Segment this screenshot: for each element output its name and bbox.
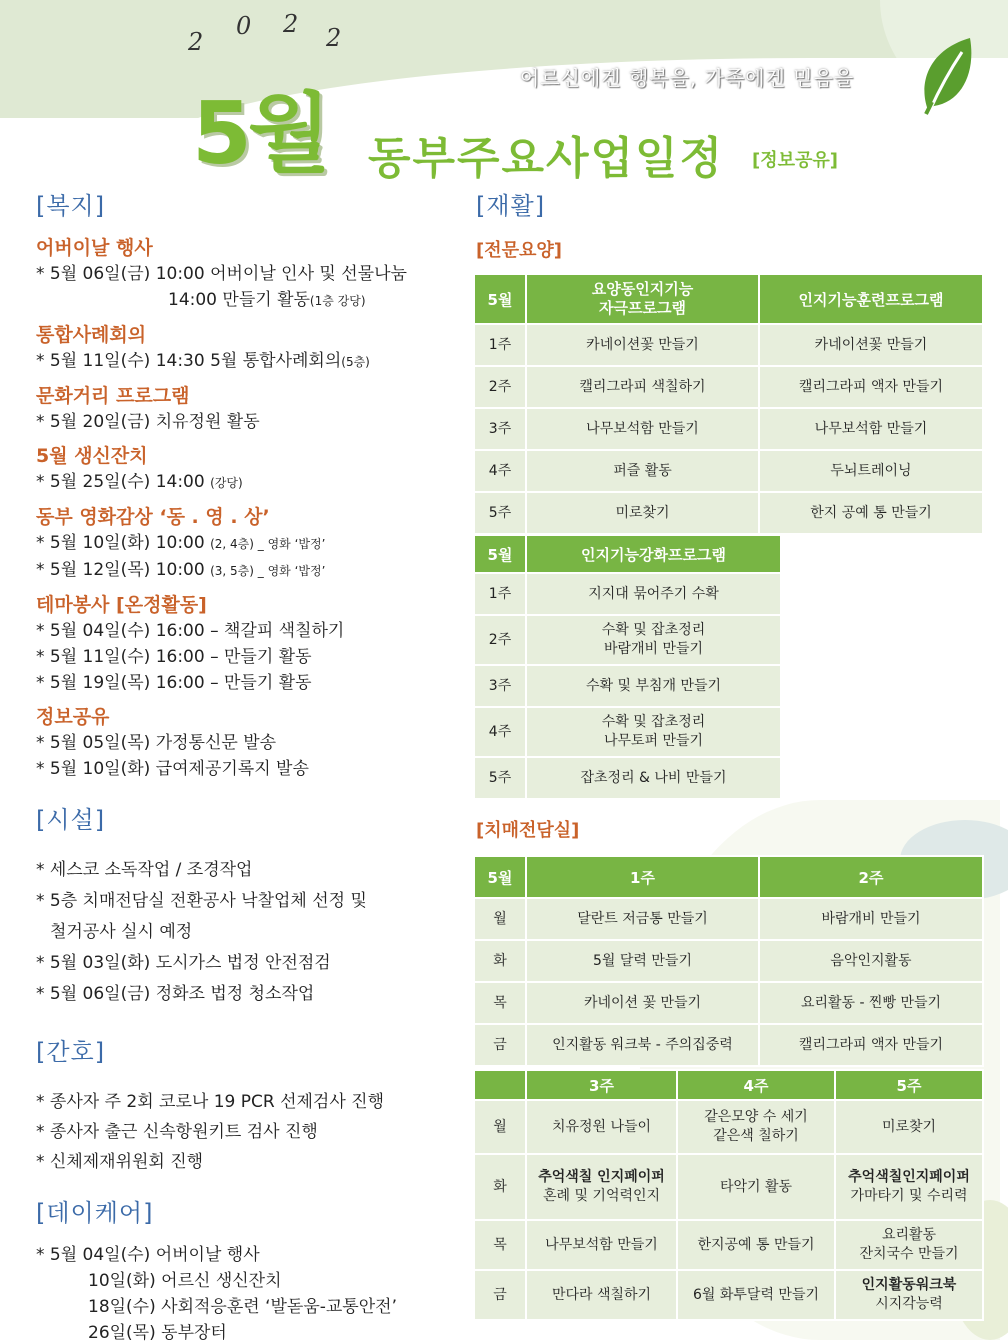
table-row (474, 366, 983, 408)
table-header-cell: 5주 (835, 1070, 983, 1100)
facility-line: * 세스코 소독작업 / 조경작업 (36, 860, 253, 880)
care-subheading: [전문요양] (476, 240, 563, 261)
month-label: 5월 (192, 84, 327, 184)
year-label (188, 10, 358, 56)
event-line: * 5월 06일(금) 10:00 어버이날 인사 및 선물나눔 (36, 264, 407, 284)
event-line: * 5월 10일(화) 급여제공기록지 발송 (36, 759, 309, 779)
cell-detail: 시지각능력 (875, 1296, 943, 1312)
nursing-line: * 신체제재위원회 진행 (36, 1152, 204, 1172)
table-header-cell: 5월 (474, 274, 526, 324)
cell-emphasis: 추억색칠인지페이퍼 (848, 1169, 970, 1185)
nursing-line: * 종사자 주 2회 코로나 19 PCR 선제검사 진행 (36, 1092, 385, 1112)
table-cell: 같은모양 수 세기 같은색 칠하기 (677, 1100, 835, 1154)
table-cell: 캘리그라피 액자 만들기 (759, 1024, 983, 1066)
left-column (36, 186, 456, 1344)
table-cell: 요리활동 잔치국수 만들기 (835, 1220, 983, 1270)
title-subtag: [정보공유] (752, 150, 839, 171)
cell-emphasis: 추억색칠 인지페이퍼 (538, 1169, 665, 1185)
table-cell: 요리활동 - 찐빵 만들기 (759, 982, 983, 1024)
nursing-line: * 종사자 출근 신속항원키트 검사 진행 (36, 1122, 318, 1142)
facility-line: * 5층 치매전담실 전환공사 낙찰업체 선정 및 (36, 891, 367, 911)
table-row-label: 2주 (474, 366, 526, 408)
table-header-cell (474, 1070, 526, 1100)
care-program-table (473, 273, 984, 535)
table-cell: 수확 및 잡초정리 바람개비 만들기 (526, 615, 781, 665)
table-header-cell: 인지기능강화프로그램 (526, 535, 781, 573)
cell-detail: 혼례 및 기억력인지 (542, 1188, 661, 1204)
table-row-label: 3주 (474, 408, 526, 450)
table-cell (526, 1154, 677, 1220)
table-cell: 미로찾기 (526, 492, 759, 534)
table-row (474, 665, 781, 707)
table-row-label: 금 (474, 1024, 526, 1066)
table-cell: 한지 공예 통 만들기 (759, 492, 983, 534)
table-cell (835, 1154, 983, 1220)
cell-detail: 가마타기 및 수리력 (850, 1188, 968, 1204)
table-header-cell: 3주 (526, 1070, 677, 1100)
table-cell: 음악인지활동 (759, 940, 983, 982)
rehab-heading: [재활] (476, 192, 546, 220)
table-row-label: 4주 (474, 707, 526, 757)
table-cell: 5월 달력 만들기 (526, 940, 759, 982)
event-line: * 5월 12일(목) 10:00 (3, 5층) _ 영화 ‘밥정’ (36, 560, 326, 580)
event-line: * 5월 10일(화) 10:00 (2, 4층) _ 영화 ‘밥정’ (36, 533, 326, 553)
table-cell (835, 1270, 983, 1320)
table-row-label: 5주 (474, 757, 526, 799)
table-cell: 캘리그라피 색칠하기 (526, 366, 759, 408)
table-cell: 카네이션꽃 만들기 (526, 324, 759, 366)
table-row-label: 5주 (474, 492, 526, 534)
table-cell: 캘리그라피 액자 만들기 (759, 366, 983, 408)
table-cell: 미로찾기 (835, 1100, 983, 1154)
table-row-label: 3주 (474, 665, 526, 707)
daycare-heading: [데이케어] (36, 1199, 154, 1227)
table-cell: 만다라 색칠하기 (526, 1270, 677, 1320)
table-row (474, 982, 983, 1024)
facility-heading: [시설] (36, 806, 106, 834)
event-line: * 5월 11일(수) 14:30 5월 통합사례회의(5층) (36, 351, 370, 371)
table-cell: 치유정원 나들이 (526, 1100, 677, 1154)
table-row (474, 492, 983, 534)
event-line: * 5월 20일(금) 치유정원 활동 (36, 412, 260, 432)
leaf-icon (918, 36, 974, 116)
table-row (474, 1154, 983, 1220)
event-title: 동부 영화감상 ‘동 . 영 . 상’ (36, 506, 270, 528)
table-cell: 지지대 묶어주기 수확 (526, 573, 781, 615)
table-row-label: 목 (474, 982, 526, 1024)
cell-emphasis: 인지활동워크북 (861, 1277, 957, 1293)
table-row-label: 화 (474, 940, 526, 982)
event-line: * 5월 05일(목) 가정통신문 발송 (36, 733, 277, 753)
year-digit: 2 (283, 10, 299, 38)
tagline: 어르신에겐 행복을, 가족에겐 믿음을 (520, 66, 855, 90)
event-title: 5월 생신잔치 (36, 445, 148, 467)
table-cell: 바람개비 만들기 (759, 898, 983, 940)
table-row-label: 화 (474, 1154, 526, 1220)
daycare-line: 10일(화) 어르신 생신잔치 (88, 1271, 282, 1291)
table-header-cell: 2주 (759, 856, 983, 898)
daycare-line: 26일(목) 동부장터 (88, 1323, 227, 1343)
table-cell: 수확 및 잡초정리 나무토퍼 만들기 (526, 707, 781, 757)
event-title: 문화거리 프로그램 (36, 385, 190, 407)
table-row-label: 금 (474, 1270, 526, 1320)
event-title: 테마봉사 [온정활동] (36, 594, 207, 616)
dementia-week12-table (473, 855, 984, 1067)
table-header-cell: 1주 (526, 856, 759, 898)
event-line: 14:00 만들기 활동(1층 강당) (168, 290, 366, 310)
table-row (474, 615, 781, 665)
daycare-line: * 5월 04일(수) 어버이날 행사 (36, 1245, 260, 1265)
year-digit: 2 (326, 24, 342, 52)
event-title: 어버이날 행사 (36, 237, 153, 259)
table-cell: 잡초정리 & 나비 만들기 (526, 757, 781, 799)
table-row (474, 1024, 983, 1066)
daycare-line: 18일(수) 사회적응훈련 ‘발돋움-교통안전’ (88, 1297, 397, 1317)
table-row-label: 월 (474, 898, 526, 940)
table-row-label: 1주 (474, 573, 526, 615)
table-row (474, 898, 983, 940)
table-row (474, 757, 781, 799)
year-digit: 0 (236, 12, 252, 40)
table-row (474, 1220, 983, 1270)
table-row (474, 707, 781, 757)
table-row (474, 573, 781, 615)
table-row-label: 1주 (474, 324, 526, 366)
event-title: 정보공유 (36, 706, 110, 728)
table-row-label: 4주 (474, 450, 526, 492)
dementia-subheading: [치매전담실] (476, 820, 580, 841)
table-header-cell: 5월 (474, 535, 526, 573)
table-header-cell: 요양동인지기능 자극프로그램 (526, 274, 759, 324)
table-row (474, 1100, 983, 1154)
table-cell: 나무보석함 만들기 (526, 1220, 677, 1270)
table-row-label: 월 (474, 1100, 526, 1154)
event-line: * 5월 04일(수) 16:00 – 책갈피 색칠하기 (36, 621, 345, 641)
table-row-label: 2주 (474, 615, 526, 665)
table-header-cell: 5월 (474, 856, 526, 898)
event-line: * 5월 25일(수) 14:00 (강당) (36, 472, 243, 492)
table-row (474, 450, 983, 492)
table-cell: 두뇌트레이닝 (759, 450, 983, 492)
facility-line: 철거공사 실시 예정 (50, 922, 193, 942)
table-cell: 나무보석함 만들기 (759, 408, 983, 450)
event-line: * 5월 11일(수) 16:00 – 만들기 활동 (36, 647, 312, 667)
facility-line: * 5월 06일(금) 정화조 법정 청소작업 (36, 984, 315, 1004)
table-row-label: 목 (474, 1220, 526, 1270)
welfare-heading: [복지] (36, 192, 106, 220)
table-cell: 한지공예 통 만들기 (677, 1220, 835, 1270)
event-line: * 5월 19일(목) 16:00 – 만들기 활동 (36, 673, 312, 693)
event-title: 통합사례회의 (36, 324, 147, 346)
cognition-program-table (473, 534, 782, 800)
table-cell: 달란트 저금통 만들기 (526, 898, 759, 940)
page-title: 동부주요사업일정 (368, 133, 725, 184)
table-row (474, 324, 983, 366)
table-cell: 카네이션 꽃 만들기 (526, 982, 759, 1024)
table-cell: 6월 화투달력 만들기 (677, 1270, 835, 1320)
table-row (474, 940, 983, 982)
table-cell: 인지활동 워크북 - 주의집중력 (526, 1024, 759, 1066)
table-header-cell: 4주 (677, 1070, 835, 1100)
facility-line: * 5월 03일(화) 도시가스 법정 안전점검 (36, 953, 331, 973)
table-row (474, 1270, 983, 1320)
table-cell: 카네이션꽃 만들기 (759, 324, 983, 366)
table-cell: 타악기 활동 (677, 1154, 835, 1220)
table-row (474, 408, 983, 450)
table-cell: 수확 및 부침개 만들기 (526, 665, 781, 707)
table-cell: 나무보석함 만들기 (526, 408, 759, 450)
dementia-week345-table (473, 1069, 984, 1321)
table-header-cell: 인지기능훈련프로그램 (759, 274, 983, 324)
nursing-heading: [간호] (36, 1038, 106, 1066)
table-cell: 퍼즐 활동 (526, 450, 759, 492)
year-digit: 2 (188, 28, 204, 56)
